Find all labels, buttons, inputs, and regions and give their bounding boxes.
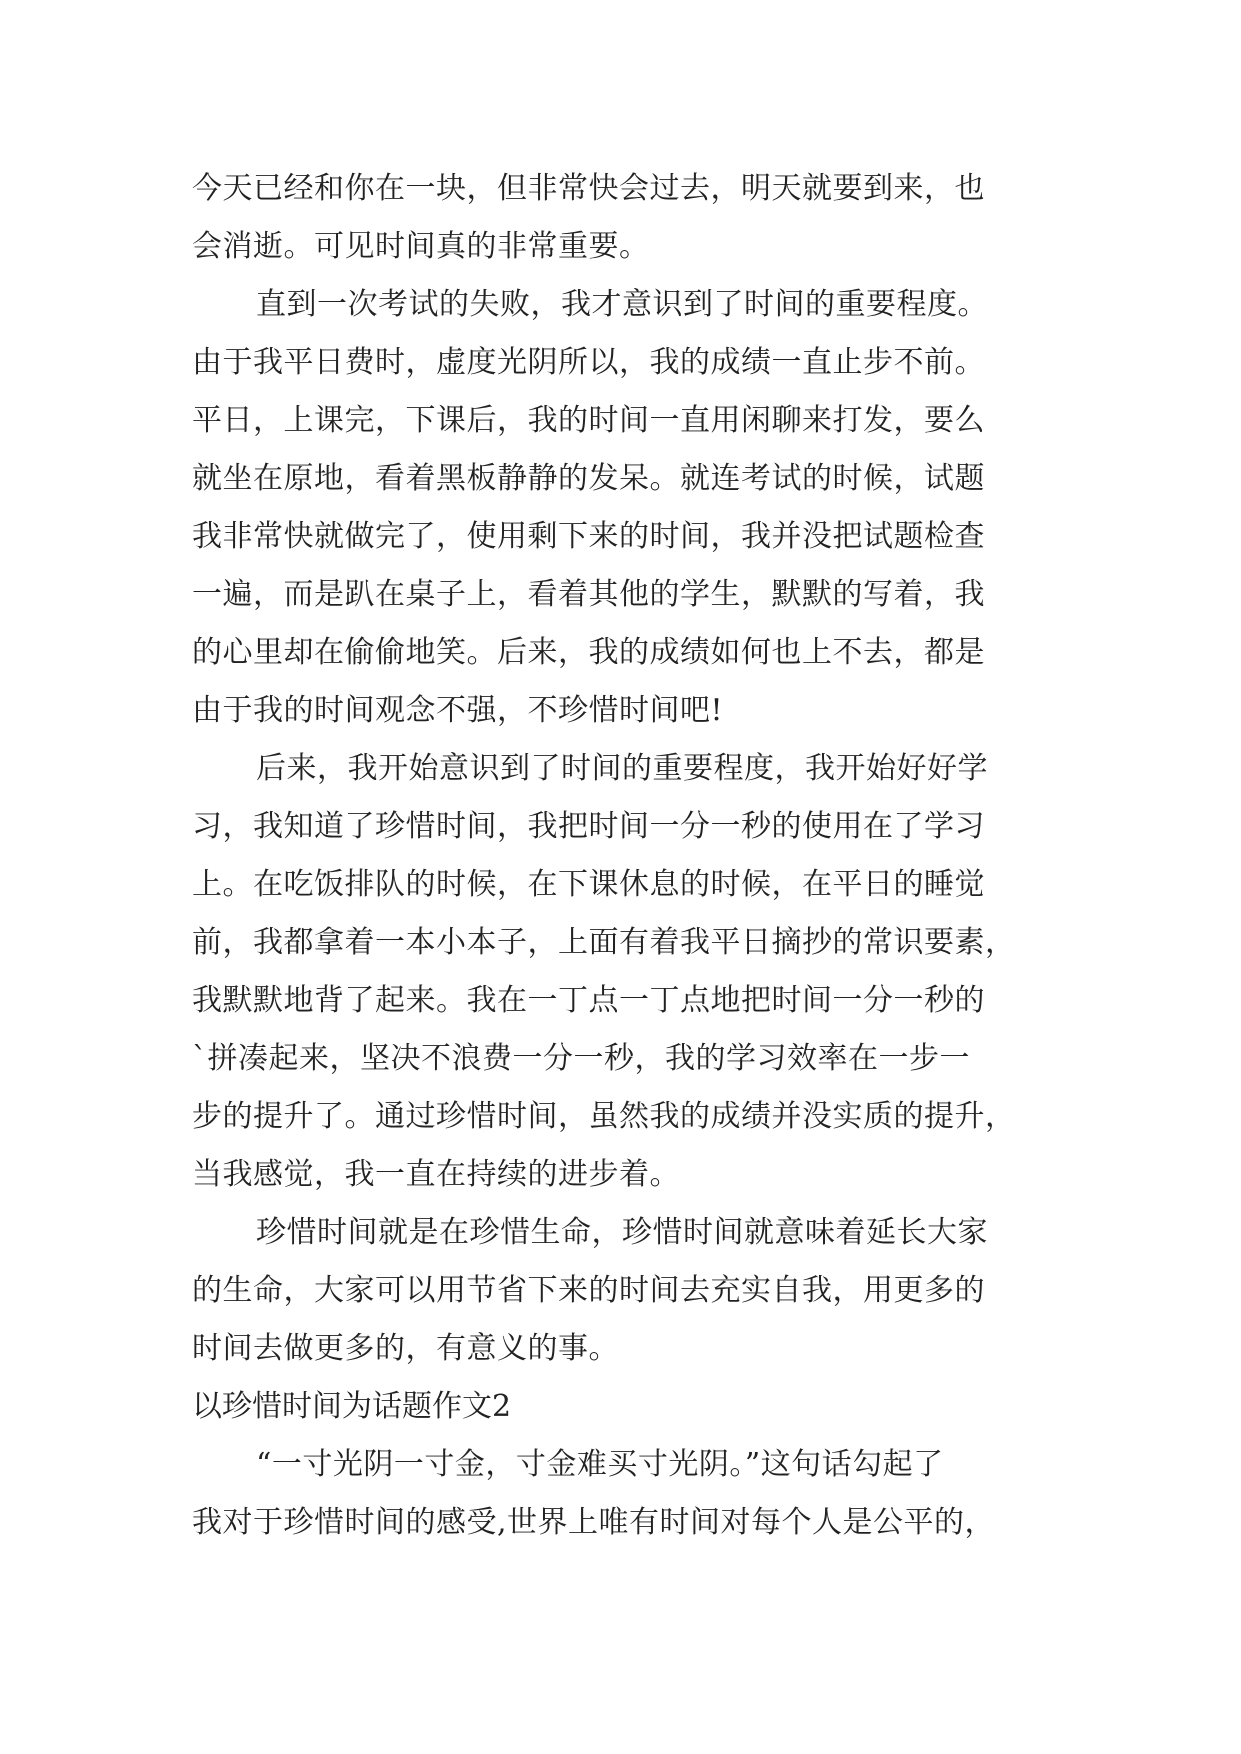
text-line: 由于我平日费时，虚度光阴所以，我的成绩一直止步不前。 — [192, 345, 985, 380]
text-line: 习，我知道了珍惜时间，我把时间一分一秒的使用在了学习 — [192, 809, 985, 844]
paragraph-start-line: 后来，我开始意识到了时间的重要程度，我开始好好学 — [256, 751, 988, 786]
text-line: 当我感觉，我一直在持续的进步着。 — [192, 1157, 680, 1192]
text-line: `拼凑起来，坚决不浪费一分一秒，我的学习效率在一步一 — [192, 1041, 970, 1076]
text-line: 会消逝。可见时间真的非常重要。 — [192, 229, 650, 264]
text-line: 平日，上课完，下课后，我的时间一直用闲聊来打发，要么 — [192, 403, 985, 438]
text-line: 步的提升了。通过珍惜时间，虽然我的成绩并没实质的提升， — [192, 1099, 1016, 1134]
paragraph-start-line: 珍惜时间就是在珍惜生命，珍惜时间就意味着延长大家 — [256, 1215, 988, 1250]
paragraph-start-line: 直到一次考试的失败，我才意识到了时间的重要程度。 — [256, 287, 988, 322]
text-line: 今天已经和你在一块，但非常快会过去，明天就要到来，也 — [192, 171, 985, 206]
text-line: 前，我都拿着一本小本子，上面有着我平日摘抄的常识要素， — [192, 925, 1016, 960]
text-line: 一遍，而是趴在桌子上，看着其他的学生，默默的写着，我 — [192, 577, 985, 612]
text-line: 我对于珍惜时间的感受,世界上唯有时间对每个人是公平的， — [192, 1505, 996, 1540]
document-body — [192, 160, 1052, 1552]
text-line: 时间去做更多的，有意义的事。 — [192, 1331, 619, 1366]
paragraph-start-line: “一寸光阴一寸金，寸金难买寸光阴。”这句话勾起了 — [256, 1447, 944, 1482]
text-line: 就坐在原地，看着黑板静静的发呆。就连考试的时候，试题 — [192, 461, 985, 496]
text-line: 的生命，大家可以用节省下来的时间去充实自我，用更多的 — [192, 1273, 985, 1308]
text-line: 我默默地背了起来。我在一丁点一丁点地把时间一分一秒的 — [192, 983, 985, 1018]
essay-heading: 以珍惜时间为话题作文2 — [192, 1389, 512, 1424]
text-line: 我非常快就做完了，使用剩下来的时间，我并没把试题检查 — [192, 519, 985, 554]
text-line: 的心里却在偷偷地笑。后来，我的成绩如何也上不去，都是 — [192, 635, 985, 670]
text-line: 上。在吃饭排队的时候，在下课休息的时候，在平日的睡觉 — [192, 867, 985, 902]
text-line: 由于我的时间观念不强，不珍惜时间吧! — [192, 693, 724, 728]
